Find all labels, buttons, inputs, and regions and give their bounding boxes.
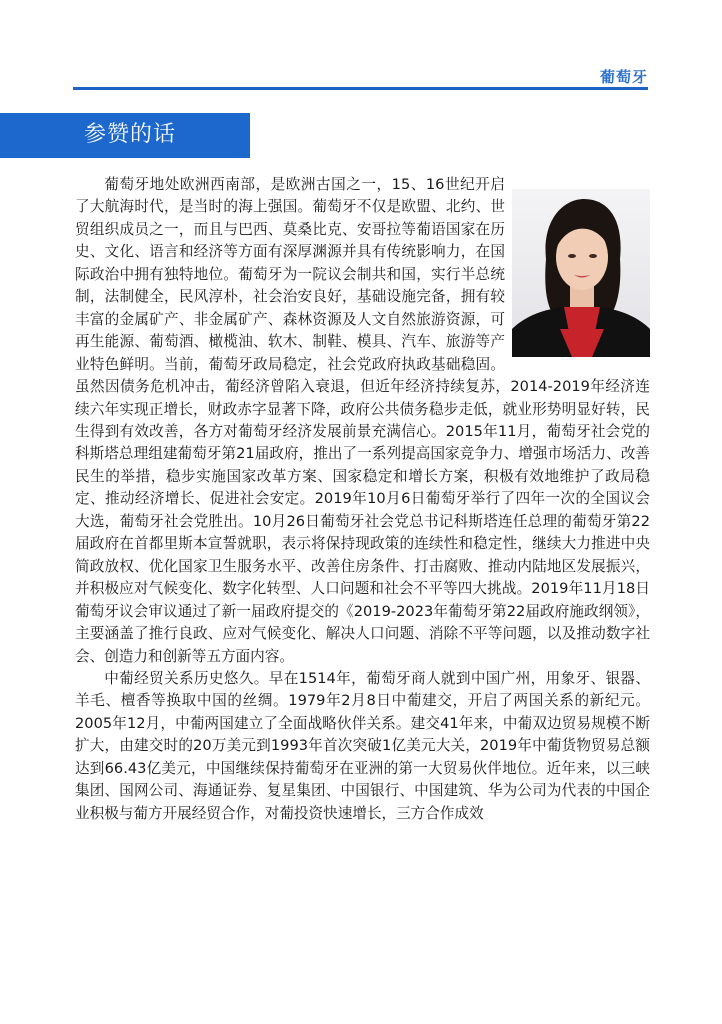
header-country-label: 葡萄牙 bbox=[599, 68, 648, 86]
article-paragraph: 中葡经贸关系历史悠久。早在1514年，葡萄牙商人就到中国广州，用象牙、银器、羊毛、檀香等换取中国的丝绸。1979年2月8日中葡建交，开启了两国关系的新纪元。2005年12月，中葡两国建立了全面战略伙伴关系。建交41年来，中葡双边贸易规模不断扩大，由建交时的20万美元到1993年首次突破1亿美元大关，2019年中葡货物贸易总额达到66.43亿美元，中国继续保持葡萄牙在亚洲的第一大贸易伙伴地位。近年来，以三峡集团、国网公司、海通证券、复星集团、中国银行、中国建筑、华为公司为代表的中国企业积极与葡方开展经贸合作，对葡投资快速增长，三方合作成效 bbox=[75, 669, 650, 822]
article-paragraph: 葡萄牙地处欧洲西南部，是欧洲古国之一，15、16世纪开启了大航海时代，是当时的海上强国。葡萄牙不仅是欧盟、北约、世贸组织成员之一，而且与巴西、莫桑比克、安哥拉等葡语国家在历史、文化、语言和经济等方面有深厚渊源并具有传统影响力，在国际政治中拥有独特地位。葡萄牙为一院议会制共和国，实行半总统制，法制健全，民风淳朴，社会治安良好，基础设施完备，拥有较丰富的金属矿产、非金属矿产、森林资源及人文自然旅游资源，可再生能源、葡萄酒、橄榄油、软木、制鞋、模具、汽车、旅游等产业特色鲜明。当前，葡萄牙政局稳定，社会党政府执政基础稳固。虽然因债务危机冲击，葡经济曾陷入衰退，但近年经济持续复苏，2014-2019年经济连续六年实现正增长，财政赤字显著下降，政府公共债务稳步走低，就业形势明显好转，民生得到有效改善，各方对葡萄牙经济发展前景充满信心。2015年11月，葡萄牙社会党的科斯塔总理组建葡萄牙第21届政府，推出了一系列提高国家竞争力、增强市场活力、改善民生的举措，稳步实施国家改革方案、国家稳定和增长方案，积极有效地维护了政局稳定、推动经济增长、促进社会安定。2019年10月6日葡萄牙举行了四年一次的全国议会大选，葡萄牙社会党胜出。10月26日葡萄牙社会党总书记科斯塔连任总理的葡萄牙第22届政府在首都里斯本宣誓就职，表示将保持现政策的连续性和稳定性，继续大力推进中央简政放权、优化国家卫生服务水平、改善住房条件、打击腐败、推动内陆地区发展振兴，并积极应对气候变化、数字化转型、人口问题和社会不平等四大挑战。2019年11月18日葡萄牙议会审议通过了新一届政府提交的《2019-2023年葡萄牙第22届政府施政纲领》，主要涵盖了推行良政、应对气候变化、解决人口问题、消除不平等问题，以及推动数字社会、创造力和创新等五方面内容。 bbox=[75, 176, 650, 665]
header-divider bbox=[73, 87, 648, 90]
portrait-wrap-space bbox=[505, 182, 650, 362]
section-title: 参赞的话 bbox=[84, 122, 177, 147]
article-body bbox=[75, 174, 650, 825]
section-banner bbox=[0, 113, 250, 158]
